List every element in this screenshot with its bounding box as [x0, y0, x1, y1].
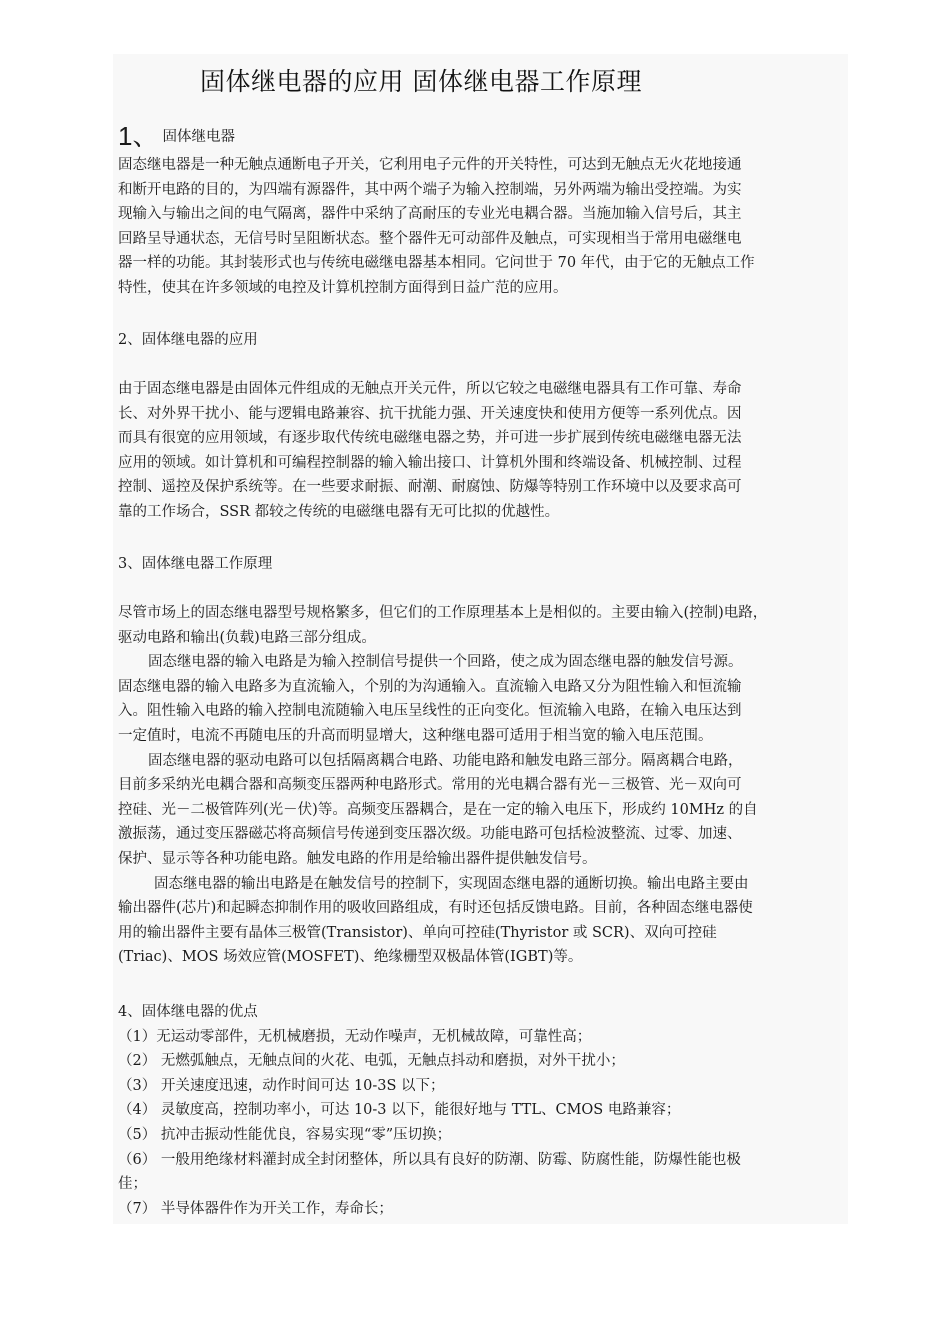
paragraph-line: 和断开电路的目的，为四端有源器件，其中两个端子为输入控制端，另外两端为输出受控端。为实 [118, 181, 742, 198]
section-4-heading-text: 4、固体继电器的优点 [118, 1004, 258, 1020]
section-1-heading-text: 固体继电器 [162, 129, 235, 145]
section-1-body [118, 153, 858, 301]
paragraph-line: 特性，使其在许多领域的电控及计算机控制方面得到日益广范的应用。 [118, 279, 568, 296]
paragraph-line: 一定值时，电流不再随电压的升高而明显增大，这种继电器可适用于相当宽的输入电压范围。 [118, 727, 713, 744]
paragraph-line: 入。阻性输入电路的输入控制电流随输入电压呈线性的正向变化。恒流输入电路，在输入电压达到 [118, 703, 742, 720]
list-item: （6） 一般用绝缘材料灌封成全封闭整体，所以具有良好的防潮、防霉、防腐性能，防爆性能也极 [118, 1151, 741, 1168]
paragraph-line: 靠的工作场合，SSR 都较之传统的电磁继电器有无可比拟的优越性。 [118, 503, 560, 520]
paragraph-line: 保护、显示等各种功能电路。触发电路的作用是给输出器件提供触发信号。 [118, 850, 597, 867]
paragraph-line: 长、对外界干扰小、能与逻辑电路兼容、抗干扰能力强、开关速度快和使用方便等一系列优点。因 [118, 405, 742, 422]
section-3-heading [118, 552, 858, 577]
section-3-heading-text: 3、固体继电器工作原理 [118, 556, 273, 572]
paragraph-line: 控硅、光－二极管阵列(光－伏)等。高频变压器耦合，是在一定的输入电压下，形成约 10MHz 的自 [118, 801, 758, 818]
paragraph-line: (Triac)、MOS 场效应管(MOSFET)、绝缘栅型双极晶体管(IGBT)等。 [118, 949, 583, 966]
paragraph-line: 固态继电器的输入电路是为输入控制信号提供一个回路，使之成为固态继电器的触发信号源。 [148, 654, 743, 671]
paragraph-line: 目前多采纳光电耦合器和高频变压器两种电路形式。常用的光电耦合器有光－三极管、光－双向可 [118, 777, 742, 794]
section-1-heading [118, 116, 235, 153]
section-4 [118, 1000, 858, 1221]
paragraph-line: 固态继电器是一种无触点通断电子开关，它利用电子元件的开关特性，可达到无触点无火花地接通 [118, 157, 742, 173]
paragraph-line: 回路呈导通状态，无信号时呈阻断状态。整个器件无可动部件及触点，可实现相当于常用电磁继电 [118, 230, 742, 247]
document-title: 固体继电器的应用 固体继电器工作原理 [200, 67, 642, 96]
section-1-number: 1、 [118, 121, 159, 151]
paragraph-line: 固态继电器的驱动电路可以包括隔离耦合电路、功能电路和触发电路三部分。隔离耦合电路， [148, 752, 743, 769]
paragraph-line: 激振荡，通过变压器磁芯将高频信号传递到变压器次级。功能电路可包括检波整流、过零、加速、 [118, 826, 742, 843]
paragraph-line: 驱动电路和输出(负载)电路三部分组成。 [118, 629, 376, 646]
paragraph-line: 现输入与输出之间的电气隔离，器件中采纳了高耐压的专业光电耦合器。当施加输入信号后，其主 [118, 206, 742, 223]
paragraph-line: 应用的领域。如计算机和可编程控制器的输入输出接口、计算机外围和终端设备、机械控制、过程 [118, 454, 742, 471]
section-2-heading-text: 2、固体继电器的应用 [118, 332, 258, 348]
paragraph-line: 用的输出器件主要有晶体三极管(Transistor)、单向可控硅(Thyristor 或 SCR)、双向可控硅 [118, 924, 717, 941]
list-item: （2） 无燃弧触点，无触点间的火花、电弧，无触点抖动和磨损，对外干扰小； [118, 1053, 625, 1070]
section-3-body [118, 601, 858, 970]
section-2-heading [118, 328, 858, 353]
paragraph-line: 器一样的功能。其封装形式也与传统电磁继电器基本相同。它问世于 70 年代，由于它的无触点工作 [118, 255, 755, 272]
list-item: （5） 抗冲击振动性能优良，容易实现“零”压切换； [118, 1126, 452, 1143]
list-item: （7） 半导体器件作为开关工作，寿命长； [118, 1200, 393, 1217]
paragraph-line: 输出器件(芯片)和起瞬态抑制作用的吸收回路组成，有时还包括反馈电路。目前，各种固态继电器使 [118, 900, 753, 917]
paragraph-line: 由于固态继电器是由固体元件组成的无触点开关元件，所以它较之电磁继电器具有工作可靠、寿命 [118, 381, 742, 397]
paragraph-line: 控制、遥控及保护系统等。在一些要求耐振、耐潮、耐腐蚀、防爆等特别工作环境中以及要求高可 [118, 479, 742, 496]
paragraph-line: 固态继电器的输出电路是在触发信号的控制下，实现固态继电器的通断切换。输出电路主要由 [154, 875, 749, 892]
paragraph-line: 而具有很宽的应用领域，有逐步取代传统电磁继电器之势，并可进一步扩展到传统电磁继电器无法 [118, 430, 742, 447]
list-item-continuation: 佳； [118, 1176, 147, 1193]
list-item: （1）无运动零部件，无机械磨损，无动作噪声，无机械故障，可靠性高； [118, 1028, 592, 1045]
paragraph-line: 尽管市场上的固态继电器型号规格繁多，但它们的工作原理基本上是相似的。主要由输入(控制)电路， [118, 605, 768, 621]
list-item: （3） 开关速度迅速，动作时间可达 10-3S 以下； [118, 1077, 445, 1094]
section-2-body [118, 377, 858, 525]
paragraph-line: 固态继电器的输入电路多为直流输入，个别的为沟通输入。直流输入电路又分为阻性输入和恒流输 [118, 678, 742, 695]
list-item: （4） 灵敏度高，控制功率小，可达 10-3 以下，能很好地与 TTL、CMOS 电路兼容； [118, 1102, 681, 1119]
